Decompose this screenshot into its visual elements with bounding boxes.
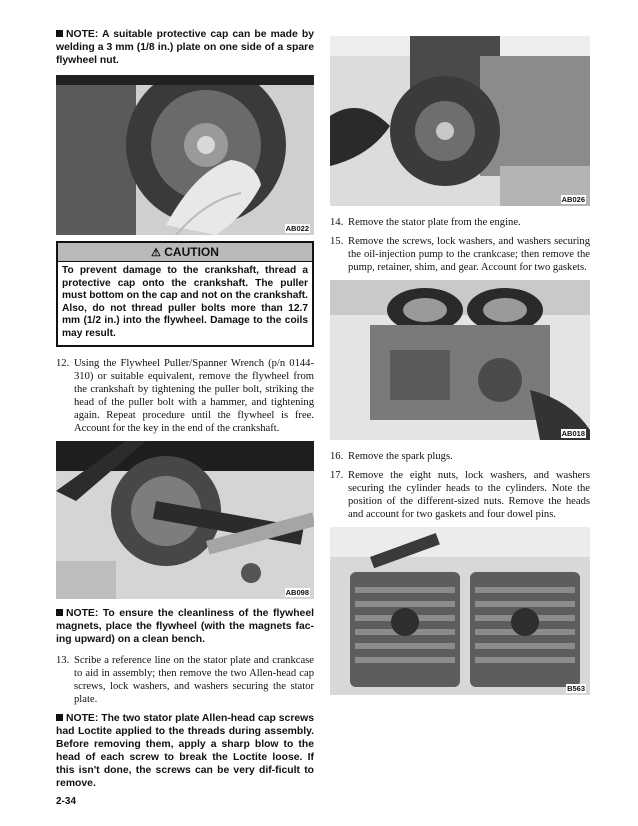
warning-triangle-icon: ⚠ bbox=[151, 247, 161, 259]
step-13 bbox=[56, 654, 314, 706]
step-text: Remove the eight nuts, lock washers, and washers securing the cylinder heads to the cylinders. Note the position of the different-sized nuts. Remove the heads and account for two gaskets and four dowel pins. bbox=[348, 470, 590, 520]
photo-flywheel-puller-image bbox=[56, 441, 314, 599]
step-16 bbox=[330, 450, 590, 463]
photo-label: B563 bbox=[567, 684, 585, 693]
note-bullet-icon bbox=[56, 30, 63, 37]
step-number: 14. bbox=[330, 217, 344, 228]
step-number: 15. bbox=[330, 236, 344, 247]
caution-header bbox=[58, 243, 312, 262]
page-number: 2-34 bbox=[56, 796, 77, 807]
note-protective-cap: NOTE: A suitable protective cap can be made by welding a 3 mm (1/8 in.) plate on one side of a spare flywheel nut. bbox=[56, 29, 314, 66]
photo-label: AB098 bbox=[285, 587, 309, 597]
step-text: Using the Flywheel Puller/Spanner Wrench (p/n 0144-310) or suitable equivalent, remove the flywheel from the crankshaft by tightening the puller bolt, striking the head of the puller bolt with a hammer, and tightening again. Repeat procedure until the flywheel is free. Account for the key in the end of the crankshaft. bbox=[74, 357, 314, 434]
step-number: 16. bbox=[330, 451, 344, 462]
note-bullet-icon bbox=[56, 609, 63, 616]
step-text: Remove the spark plugs. bbox=[348, 451, 453, 462]
step-14 bbox=[330, 216, 590, 229]
photo-flywheel-cap bbox=[56, 75, 314, 235]
right-column bbox=[330, 28, 590, 695]
photo-cylinder-heads-image bbox=[330, 527, 590, 695]
photo-label: AB026 bbox=[561, 195, 585, 204]
photo-flywheel-puller bbox=[56, 441, 314, 599]
caution-box bbox=[56, 241, 314, 347]
step-number: 17. bbox=[330, 470, 344, 481]
step-17 bbox=[330, 469, 590, 521]
photo-oil-injection-pump-image bbox=[330, 280, 590, 440]
step-text: Scribe a reference line on the stator plate and crankcase to aid in assembly; then remove the two Allen-head cap screws, lock washers, and washers securing the stator plate. bbox=[74, 654, 314, 705]
left-column bbox=[56, 28, 314, 798]
step-number: 12. bbox=[56, 357, 70, 369]
step-number: 13. bbox=[56, 654, 70, 666]
photo-cylinder-heads bbox=[330, 527, 590, 695]
step-text: Remove the screws, lock washers, and washers securing the oil-injection pump to the crankcase; then remove the pump, retainer, shim, and gear. Account for two gaskets. bbox=[348, 236, 590, 273]
step-12 bbox=[56, 357, 314, 435]
caution-title: CAUTION bbox=[164, 245, 219, 259]
caution-text: To prevent damage to the crankshaft, thread a protective cap onto the crankshaft. The puller must bottom on the cap and not on the crankshaft. Also, do not thread puller bolts more than 12.7 mm (1/2 in.) into the flywheel. Damage to the coils may result. bbox=[62, 265, 308, 339]
note-loctite: NOTE: The two stator plate Allen-head cap screws had Loctite applied to the threads during assembly. Before removing them, apply a sharp blow to the head of each screw to break the Loctite loose. If this isn't done, the screws can be very dif-ficult to remove. bbox=[56, 712, 314, 789]
photo-label: AB022 bbox=[285, 224, 309, 233]
photo-oil-injection-pump bbox=[330, 280, 590, 440]
photo-stator-plate bbox=[330, 36, 590, 206]
photo-flywheel-cap-image bbox=[56, 75, 314, 235]
note-bullet-icon bbox=[56, 714, 63, 721]
step-text: Remove the stator plate from the engine. bbox=[348, 217, 521, 228]
photo-label: AB018 bbox=[561, 429, 585, 438]
step-15 bbox=[330, 235, 590, 274]
photo-stator-plate-image bbox=[330, 36, 590, 206]
note-flywheel-magnets: NOTE: To ensure the cleanliness of the flywheel magnets, place the flywheel (with the magnets fac-ing upward) on a clean bench. bbox=[56, 607, 314, 645]
